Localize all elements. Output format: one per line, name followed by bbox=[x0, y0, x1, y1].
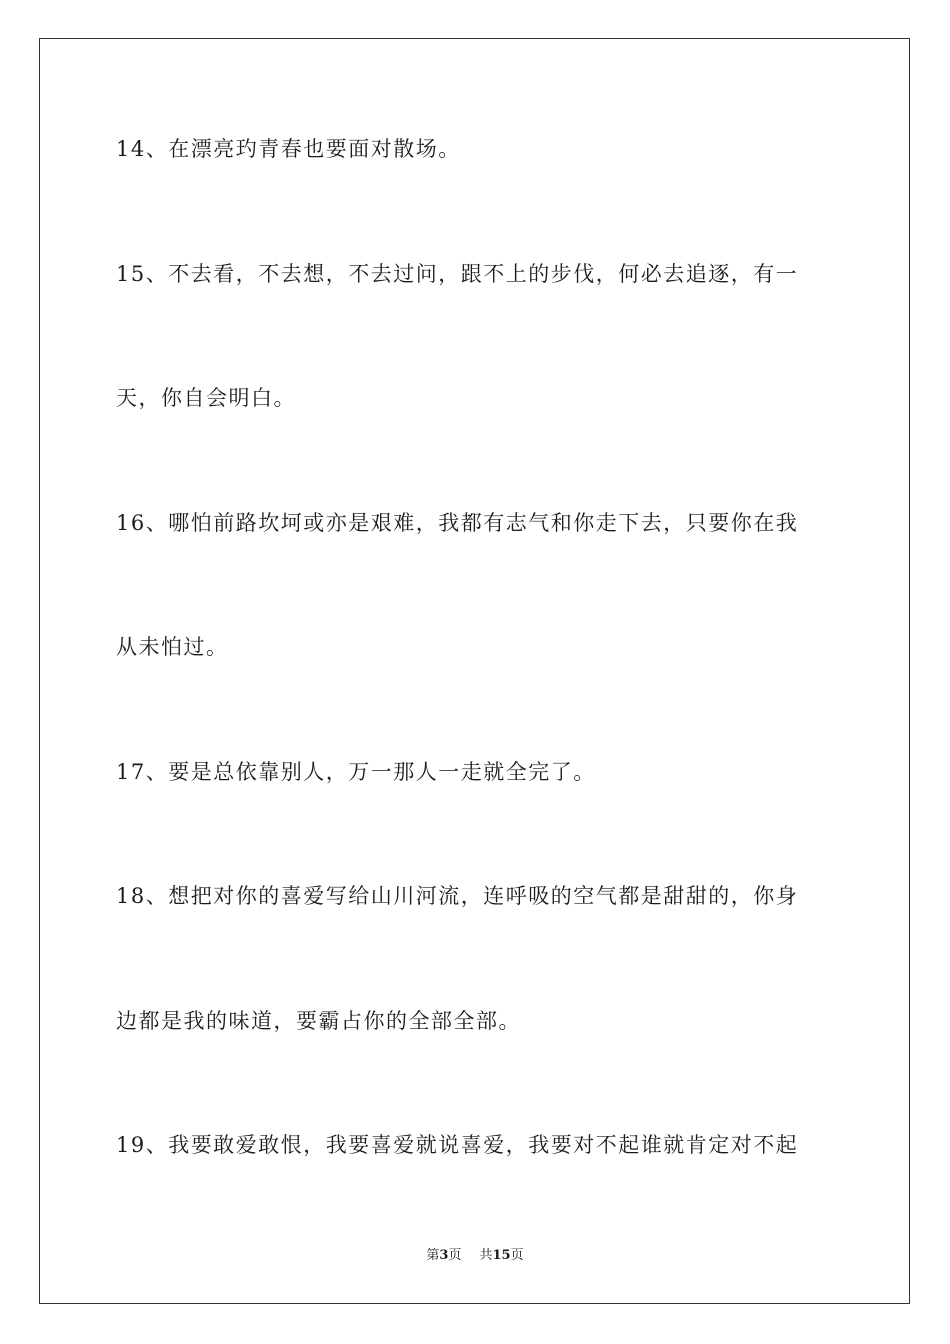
text-line-19: 19、我要敢爱敢恨，我要喜爱就说喜爱，我要对不起谁就肯定对不起 bbox=[116, 1133, 799, 1157]
text-line-18a: 18、想把对你的喜爱写给山川河流，连呼吸的空气都是甜甜的，你身 bbox=[116, 884, 799, 908]
total-suffix: 页 bbox=[510, 1248, 524, 1263]
text-line-16a: 16、哪怕前路坎坷或亦是艰难，我都有志气和你走下去，只要你在我 bbox=[116, 511, 799, 535]
page-prefix: 第 bbox=[426, 1248, 440, 1263]
page-border bbox=[39, 38, 910, 1304]
text-line-16b: 从未怕过。 bbox=[116, 635, 229, 659]
page-footer bbox=[0, 1246, 950, 1266]
text-line-18b: 边都是我的味道，要霸占你的全部全部。 bbox=[116, 1009, 521, 1033]
total-prefix: 共 bbox=[479, 1248, 493, 1263]
text-line-15b: 天，你自会明白。 bbox=[116, 386, 296, 410]
text-line-15a: 15、不去看，不去想，不去过问，跟不上的步伐，何必去追逐，有一 bbox=[116, 262, 799, 286]
page-suffix: 页 bbox=[448, 1248, 462, 1263]
text-line-17: 17、要是总依靠别人，万一那人一走就全完了。 bbox=[116, 760, 596, 784]
text-line-14: 14、在漂亮玓青春也要面对散场。 bbox=[116, 137, 461, 161]
current-page-number: 3 bbox=[439, 1248, 449, 1263]
total-page-number: 15 bbox=[492, 1248, 511, 1263]
